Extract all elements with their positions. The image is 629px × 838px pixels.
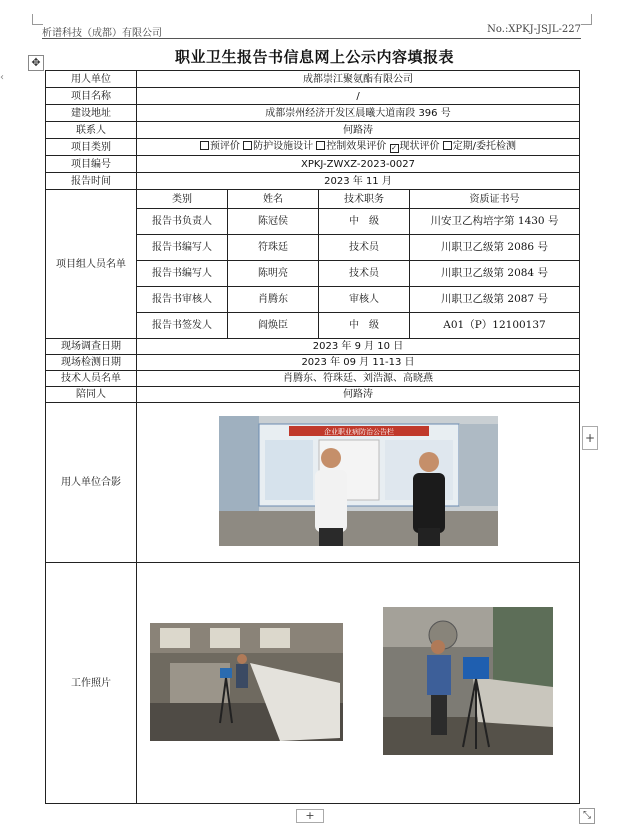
margin-marker: ‹	[0, 72, 4, 83]
contact-label: 联系人	[46, 122, 137, 139]
team-header-role: 类别	[137, 190, 228, 209]
header-doc-no: No.:XPKJ-JSJL-227	[487, 24, 581, 35]
report-time-label: 报告时间	[46, 173, 137, 190]
page-title: 职业卫生报告书信息网上公示内容填报表	[174, 48, 454, 66]
header-company: 析谱科技（成都）有限公司	[42, 28, 162, 39]
team-role: 报告书编写人	[137, 235, 228, 261]
work-photo-label: 工作照片	[46, 563, 137, 804]
work-photo-right[interactable]	[383, 607, 553, 755]
escort-label: 陪同人	[46, 387, 137, 403]
tech-staff-label: 技术人员名单	[46, 371, 137, 387]
work-photo-right-svg	[383, 607, 553, 755]
checkbox-checked-icon: ✓	[391, 144, 397, 152]
category-option[interactable]: 防护设施设计	[243, 141, 313, 152]
test-date-value: 2023 年 09 月 11-13 日	[137, 355, 580, 371]
team-role: 报告书签发人	[137, 313, 228, 339]
group-photo[interactable]	[219, 416, 498, 546]
employer-label: 用人单位	[46, 71, 137, 88]
address-label: 建设地址	[46, 105, 137, 122]
work-photo-left[interactable]	[150, 623, 343, 741]
address-value: 成都崇州经济开发区晨曦大道南段 396 号	[137, 105, 580, 122]
team-role: 报告书负责人	[137, 209, 228, 235]
board-title: 企业职业病防治公告栏	[323, 428, 394, 436]
group-photo-svg	[219, 416, 498, 546]
team-cert: 川安卫乙构培字第 1430 号	[410, 209, 580, 235]
table-move-handle-icon[interactable]: ✥	[28, 55, 44, 71]
group-photo-label: 用人单位合影	[46, 403, 137, 563]
survey-date-label: 现场调查日期	[46, 339, 137, 355]
escort-value: 何路涛	[137, 387, 580, 403]
corner-mark-right	[581, 14, 592, 25]
team-name: 符珠廷	[228, 235, 319, 261]
team-header-title: 技术职务	[319, 190, 410, 209]
team-header-name: 姓名	[228, 190, 319, 209]
team-title: 技术员	[319, 261, 410, 287]
test-date-label: 现场检测日期	[46, 355, 137, 371]
project-no-value: XPKJ-ZWXZ-2023-0027	[137, 156, 580, 173]
table-resize-handle-icon[interactable]: ⤡	[579, 808, 595, 824]
report-table	[45, 70, 580, 804]
category-options	[137, 139, 580, 156]
team-name: 陈冠侯	[228, 209, 319, 235]
team-header-cert: 资质证书号	[410, 190, 580, 209]
project-name-value: /	[137, 88, 580, 105]
project-no-label: 项目编号	[46, 156, 137, 173]
contact-value: 何路涛	[137, 122, 580, 139]
category-option[interactable]: 控制效果评价	[316, 141, 386, 152]
page-header	[42, 22, 581, 39]
category-label: 项目类别	[46, 139, 137, 156]
team-role: 报告书审核人	[137, 287, 228, 313]
checkbox-icon	[200, 141, 209, 150]
team-label: 项目组人员名单	[46, 190, 137, 339]
team-cert: 川职卫乙级第 2087 号	[410, 287, 580, 313]
add-row-button[interactable]: +	[296, 809, 324, 823]
team-name: 陈明亮	[228, 261, 319, 287]
team-cert: 川职卫乙级第 2084 号	[410, 261, 580, 287]
survey-date-value: 2023 年 9 月 10 日	[137, 339, 580, 355]
work-photo-left-svg	[150, 623, 343, 741]
group-photo-cell	[137, 403, 580, 563]
team-cert: A01（P）12100137	[410, 313, 580, 339]
checkbox-icon	[243, 141, 252, 150]
team-title: 技术员	[319, 235, 410, 261]
report-time-value: 2023 年 11 月	[137, 173, 580, 190]
add-column-button[interactable]: +	[582, 426, 598, 450]
team-title: 审核人	[319, 287, 410, 313]
team-role: 报告书编写人	[137, 261, 228, 287]
team-title: 中 级	[319, 313, 410, 339]
project-name-label: 项目名称	[46, 88, 137, 105]
category-option[interactable]: 定期/委托检测	[443, 141, 516, 152]
work-photo-cell	[137, 563, 580, 804]
employer-value: 成都崇江聚氨酯有限公司	[137, 71, 580, 88]
category-option[interactable]: ✓ 现状评价	[391, 141, 440, 152]
checkbox-icon	[443, 141, 452, 150]
checkbox-icon	[316, 141, 325, 150]
tech-staff-value: 肖腾东、符珠廷、刘浩源、高晓燕	[137, 371, 580, 387]
team-cert: 川职卫乙级第 2086 号	[410, 235, 580, 261]
team-name: 阎焕臣	[228, 313, 319, 339]
team-name: 肖腾东	[228, 287, 319, 313]
category-option[interactable]: 预评价	[200, 141, 240, 152]
team-title: 中 级	[319, 209, 410, 235]
